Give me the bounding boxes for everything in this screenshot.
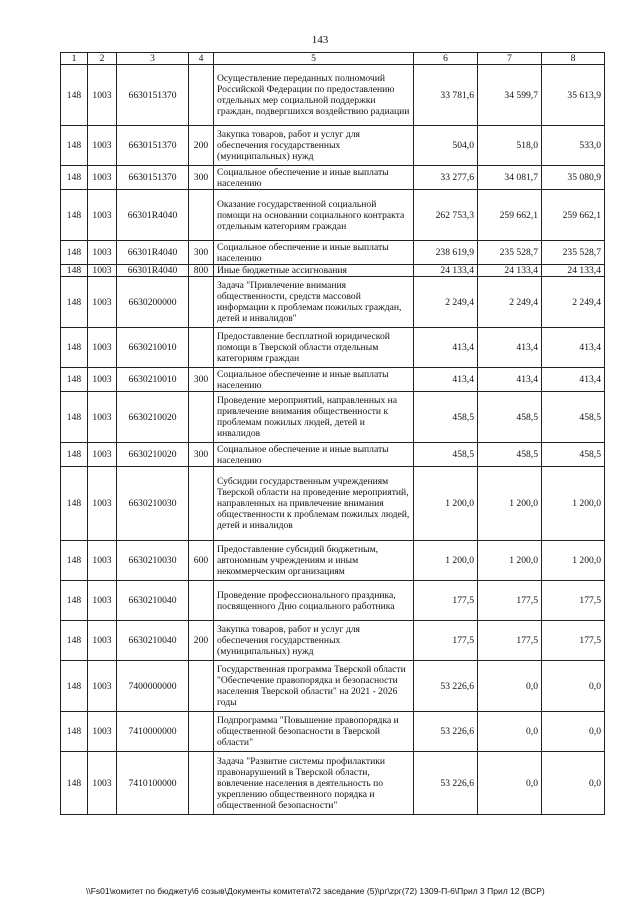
cell-target-article: 6630210020 (117, 443, 189, 467)
table-row (61, 712, 605, 752)
cell-grbs: 148 (61, 467, 88, 541)
budget-table (60, 52, 605, 815)
cell-amount-year1: 238 619,9 (414, 241, 478, 265)
cell-description: Задача "Привлечение внимания общественности, средств массовой информации к проблемам пожилых граждан, детей и инвалидов" (214, 277, 414, 328)
cell-amount-year2: 0,0 (478, 752, 542, 815)
cell-target-article: 6630151370 (117, 65, 189, 126)
cell-section: 1003 (88, 541, 117, 581)
cell-amount-year2: 458,5 (478, 392, 542, 443)
cell-amount-year1: 33 277,6 (414, 166, 478, 190)
cell-amount-year1: 262 753,3 (414, 190, 478, 241)
column-header: 3 (117, 53, 189, 65)
table-row (61, 265, 605, 277)
cell-target-article: 6630151370 (117, 126, 189, 166)
cell-description: Социальное обеспечение и иные выплаты населению (214, 443, 414, 467)
cell-amount-year2: 259 662,1 (478, 190, 542, 241)
column-header: 1 (61, 53, 88, 65)
column-header: 8 (542, 53, 605, 65)
cell-grbs: 148 (61, 752, 88, 815)
cell-amount-year1: 33 781,6 (414, 65, 478, 126)
cell-amount-year3: 35 080,9 (542, 166, 605, 190)
cell-section: 1003 (88, 368, 117, 392)
cell-grbs: 148 (61, 241, 88, 265)
cell-target-article: 6630210010 (117, 328, 189, 368)
cell-amount-year1: 1 200,0 (414, 541, 478, 581)
cell-amount-year2: 34 599,7 (478, 65, 542, 126)
cell-amount-year1: 1 200,0 (414, 467, 478, 541)
cell-expense-type (189, 581, 214, 621)
cell-amount-year1: 53 226,6 (414, 752, 478, 815)
cell-amount-year3: 235 528,7 (542, 241, 605, 265)
cell-expense-type: 800 (189, 265, 214, 277)
cell-expense-type: 300 (189, 166, 214, 190)
cell-expense-type: 600 (189, 541, 214, 581)
table-row (61, 752, 605, 815)
cell-description: Предоставление бесплатной юридической помощи в Тверской области отдельным категориям граждан (214, 328, 414, 368)
cell-grbs: 148 (61, 265, 88, 277)
cell-target-article: 6630210040 (117, 581, 189, 621)
cell-amount-year2: 413,4 (478, 328, 542, 368)
cell-grbs: 148 (61, 581, 88, 621)
cell-description: Закупка товаров, работ и услуг для обеспечения государственных (муниципальных) нужд (214, 621, 414, 661)
cell-expense-type (189, 65, 214, 126)
table-body (61, 53, 605, 815)
cell-section: 1003 (88, 241, 117, 265)
cell-description: Субсидии государственным учреждениям Тверской области на проведение мероприятий, направленных на привлечение внимания общественности к проблемам пожилых людей, детей и инвалидов (214, 467, 414, 541)
cell-description: Оказание государственной социальной помощи на основании социального контракта отдельным категориям граждан (214, 190, 414, 241)
table-row (61, 166, 605, 190)
page-number: 143 (311, 34, 329, 46)
cell-amount-year3: 533,0 (542, 126, 605, 166)
cell-section: 1003 (88, 190, 117, 241)
table-row (61, 65, 605, 126)
header-row (61, 53, 605, 65)
table-row (61, 241, 605, 265)
cell-amount-year2: 458,5 (478, 443, 542, 467)
cell-grbs: 148 (61, 392, 88, 443)
cell-target-article: 66301R4040 (117, 265, 189, 277)
table-row (61, 467, 605, 541)
cell-grbs: 148 (61, 368, 88, 392)
cell-target-article: 6630210020 (117, 392, 189, 443)
table-row (61, 443, 605, 467)
cell-amount-year2: 2 249,4 (478, 277, 542, 328)
table-row (61, 661, 605, 712)
cell-section: 1003 (88, 277, 117, 328)
table-row (61, 581, 605, 621)
cell-section: 1003 (88, 126, 117, 166)
cell-expense-type: 300 (189, 368, 214, 392)
cell-amount-year3: 177,5 (542, 621, 605, 661)
cell-grbs: 148 (61, 541, 88, 581)
cell-section: 1003 (88, 621, 117, 661)
cell-grbs: 148 (61, 621, 88, 661)
cell-target-article: 6630210040 (117, 621, 189, 661)
cell-amount-year3: 1 200,0 (542, 467, 605, 541)
cell-amount-year1: 458,5 (414, 443, 478, 467)
cell-target-article: 6630210030 (117, 541, 189, 581)
cell-target-article: 6630210010 (117, 368, 189, 392)
cell-section: 1003 (88, 392, 117, 443)
cell-section: 1003 (88, 328, 117, 368)
cell-amount-year3: 1 200,0 (542, 541, 605, 581)
cell-amount-year3: 413,4 (542, 328, 605, 368)
cell-description: Предоставление субсидий бюджетным, автономным учреждениям и иным некоммерческим организациям (214, 541, 414, 581)
cell-amount-year1: 413,4 (414, 368, 478, 392)
cell-expense-type: 200 (189, 126, 214, 166)
cell-amount-year1: 458,5 (414, 392, 478, 443)
cell-expense-type (189, 712, 214, 752)
cell-amount-year2: 0,0 (478, 661, 542, 712)
cell-amount-year3: 259 662,1 (542, 190, 605, 241)
cell-grbs: 148 (61, 126, 88, 166)
cell-description: Закупка товаров, работ и услуг для обеспечения государственных (муниципальных) нужд (214, 126, 414, 166)
table-row (61, 190, 605, 241)
cell-amount-year2: 0,0 (478, 712, 542, 752)
table-row (61, 621, 605, 661)
cell-section: 1003 (88, 443, 117, 467)
cell-amount-year3: 0,0 (542, 712, 605, 752)
cell-target-article: 7410000000 (117, 712, 189, 752)
cell-target-article: 7400000000 (117, 661, 189, 712)
cell-target-article: 66301R4040 (117, 190, 189, 241)
cell-expense-type (189, 752, 214, 815)
cell-amount-year3: 2 249,4 (542, 277, 605, 328)
cell-expense-type (189, 392, 214, 443)
cell-description: Социальное обеспечение и иные выплаты населению (214, 166, 414, 190)
cell-amount-year3: 35 613,9 (542, 65, 605, 126)
cell-expense-type (189, 277, 214, 328)
table-row (61, 541, 605, 581)
cell-grbs: 148 (61, 661, 88, 712)
cell-amount-year3: 0,0 (542, 661, 605, 712)
cell-amount-year1: 2 249,4 (414, 277, 478, 328)
cell-description: Иные бюджетные ассигнования (214, 265, 414, 277)
cell-expense-type (189, 661, 214, 712)
cell-amount-year3: 177,5 (542, 581, 605, 621)
cell-description: Проведение мероприятий, направленных на привлечение внимания общественности к проблемам пожилых людей, детей и инвалидов (214, 392, 414, 443)
cell-amount-year1: 24 133,4 (414, 265, 478, 277)
cell-section: 1003 (88, 661, 117, 712)
cell-description: Проведение профессионального праздника, посвященного Дню социального работника (214, 581, 414, 621)
cell-amount-year2: 413,4 (478, 368, 542, 392)
cell-section: 1003 (88, 712, 117, 752)
cell-amount-year3: 458,5 (542, 392, 605, 443)
cell-section: 1003 (88, 467, 117, 541)
cell-description: Осуществление переданных полномочий Российской Федерации по предоставлению отдельных мер социальной поддержки граждан, подвергшихся воздействию радиации (214, 65, 414, 126)
cell-expense-type (189, 190, 214, 241)
cell-amount-year2: 177,5 (478, 581, 542, 621)
cell-target-article: 6630151370 (117, 166, 189, 190)
column-header: 4 (189, 53, 214, 65)
cell-expense-type: 300 (189, 241, 214, 265)
cell-expense-type (189, 328, 214, 368)
cell-amount-year2: 1 200,0 (478, 541, 542, 581)
cell-amount-year1: 413,4 (414, 328, 478, 368)
cell-section: 1003 (88, 166, 117, 190)
cell-section: 1003 (88, 65, 117, 126)
cell-target-article: 66301R4040 (117, 241, 189, 265)
file-path-footer: \\Fs01\комитет по бюджету\6 созыв\Документы комитета\72 заседание (5)\рг\zрг(72) 1309-П-6\Прил 3 Прил 12 (ВСР) (86, 886, 545, 896)
cell-expense-type: 300 (189, 443, 214, 467)
cell-section: 1003 (88, 752, 117, 815)
cell-amount-year2: 34 081,7 (478, 166, 542, 190)
cell-grbs: 148 (61, 190, 88, 241)
cell-amount-year3: 458,5 (542, 443, 605, 467)
cell-section: 1003 (88, 265, 117, 277)
cell-amount-year2: 235 528,7 (478, 241, 542, 265)
column-header: 2 (88, 53, 117, 65)
cell-amount-year1: 53 226,6 (414, 661, 478, 712)
cell-description: Задача "Развитие системы профилактики правонарушений в Тверской области, вовлечение населения в деятельность по укреплению общественного порядка и общественной безопасности" (214, 752, 414, 815)
cell-target-article: 6630200000 (117, 277, 189, 328)
cell-grbs: 148 (61, 166, 88, 190)
cell-amount-year2: 1 200,0 (478, 467, 542, 541)
cell-expense-type: 200 (189, 621, 214, 661)
cell-target-article: 7410100000 (117, 752, 189, 815)
cell-description: Государственная программа Тверской области "Обеспечение правопорядка и безопасности населения Тверской области" на 2021 - 2026 годы (214, 661, 414, 712)
cell-grbs: 148 (61, 65, 88, 126)
cell-amount-year3: 0,0 (542, 752, 605, 815)
cell-description: Социальное обеспечение и иные выплаты населению (214, 241, 414, 265)
cell-section: 1003 (88, 581, 117, 621)
cell-grbs: 148 (61, 277, 88, 328)
table-row (61, 392, 605, 443)
cell-amount-year3: 24 133,4 (542, 265, 605, 277)
table-row (61, 126, 605, 166)
table-row (61, 328, 605, 368)
column-header: 7 (478, 53, 542, 65)
column-header: 5 (214, 53, 414, 65)
cell-description: Социальное обеспечение и иные выплаты населению (214, 368, 414, 392)
cell-target-article: 6630210030 (117, 467, 189, 541)
table-row (61, 277, 605, 328)
cell-amount-year2: 177,5 (478, 621, 542, 661)
cell-amount-year2: 24 133,4 (478, 265, 542, 277)
cell-grbs: 148 (61, 712, 88, 752)
cell-description: Подпрограмма "Повышение правопорядка и общественной безопасности в Тверской области" (214, 712, 414, 752)
cell-amount-year3: 413,4 (542, 368, 605, 392)
cell-amount-year1: 177,5 (414, 621, 478, 661)
cell-amount-year1: 177,5 (414, 581, 478, 621)
cell-grbs: 148 (61, 328, 88, 368)
cell-amount-year1: 504,0 (414, 126, 478, 166)
cell-amount-year1: 53 226,6 (414, 712, 478, 752)
cell-grbs: 148 (61, 443, 88, 467)
table-row (61, 368, 605, 392)
cell-expense-type (189, 467, 214, 541)
column-header: 6 (414, 53, 478, 65)
cell-amount-year2: 518,0 (478, 126, 542, 166)
